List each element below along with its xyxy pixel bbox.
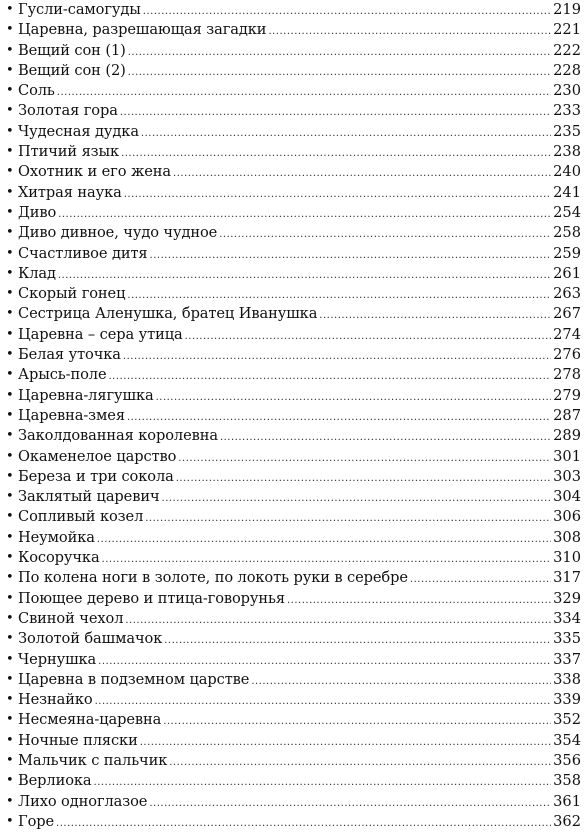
toc-entry-page-number: 261 bbox=[553, 264, 581, 282]
toc-entry-title: Чудесная дудка bbox=[18, 122, 139, 140]
bullet-icon: • bbox=[6, 22, 14, 38]
bullet-icon: • bbox=[6, 448, 14, 464]
toc-entry[interactable] bbox=[6, 264, 585, 284]
dot-leader bbox=[127, 284, 551, 306]
toc-entry[interactable] bbox=[6, 426, 585, 446]
dot-leader bbox=[97, 528, 551, 550]
toc-entry-page-number: 361 bbox=[553, 792, 581, 810]
dot-leader bbox=[108, 365, 551, 387]
toc-entry-page-number: 338 bbox=[553, 670, 581, 688]
toc-entry[interactable] bbox=[6, 548, 585, 568]
toc-entry-title: Скорый гонец bbox=[18, 285, 126, 303]
toc-entry-page-number: 278 bbox=[553, 366, 581, 384]
toc-entry[interactable] bbox=[6, 528, 585, 548]
toc-entry-title: Сестрица Аленушка, братец Иванушка bbox=[18, 305, 318, 323]
dot-leader bbox=[143, 0, 551, 22]
bullet-icon: • bbox=[6, 692, 14, 708]
bullet-icon: • bbox=[6, 773, 14, 789]
toc-entry-page-number: 362 bbox=[553, 812, 581, 830]
toc-entry-page-number: 279 bbox=[553, 386, 581, 404]
bullet-icon: • bbox=[6, 407, 14, 423]
toc-entry-title: Заколдованная королевна bbox=[18, 427, 218, 445]
toc-entry-page-number: 329 bbox=[553, 589, 581, 607]
dot-leader bbox=[251, 670, 551, 692]
toc-entry-page-number: 356 bbox=[553, 751, 581, 769]
toc-entry[interactable] bbox=[6, 487, 585, 507]
bullet-icon: • bbox=[6, 570, 14, 586]
toc-entry-title: Несмеяна-царевна bbox=[18, 711, 162, 729]
toc-entry-page-number: 354 bbox=[553, 731, 581, 749]
dot-leader bbox=[102, 548, 552, 570]
bullet-icon: • bbox=[6, 671, 14, 687]
toc-entry-title: Белая уточка bbox=[18, 346, 121, 364]
dot-leader bbox=[149, 792, 551, 814]
toc-entry[interactable] bbox=[6, 467, 585, 487]
dot-leader bbox=[163, 710, 551, 732]
bullet-icon: • bbox=[6, 468, 14, 484]
toc-entry-title: Царевна-лягушка bbox=[18, 386, 154, 404]
toc-entry-title: Незнайко bbox=[18, 691, 93, 709]
dot-leader bbox=[164, 629, 551, 651]
toc-entry-page-number: 258 bbox=[553, 224, 581, 242]
dot-leader bbox=[95, 690, 552, 712]
toc-entry-title: Царевна-змея bbox=[18, 406, 125, 424]
toc-entry[interactable] bbox=[6, 507, 585, 527]
toc-entry[interactable] bbox=[6, 223, 585, 243]
bullet-icon: • bbox=[6, 83, 14, 99]
bullet-icon: • bbox=[6, 184, 14, 200]
toc-entry[interactable] bbox=[6, 365, 585, 385]
bullet-icon: • bbox=[6, 813, 14, 829]
bullet-icon: • bbox=[6, 387, 14, 403]
toc-entry[interactable] bbox=[6, 568, 585, 588]
bullet-icon: • bbox=[6, 103, 14, 119]
dot-leader bbox=[128, 41, 551, 63]
bullet-icon: • bbox=[6, 286, 14, 302]
toc-entry[interactable] bbox=[6, 325, 585, 345]
toc-entry[interactable] bbox=[6, 20, 585, 40]
toc-entry-title: Верлиока bbox=[18, 772, 92, 790]
toc-entry-page-number: 310 bbox=[553, 549, 581, 567]
toc-entry-title: Ночные пляски bbox=[18, 731, 138, 749]
toc-entry-page-number: 259 bbox=[553, 244, 581, 262]
toc-entry-title: Сопливый козел bbox=[18, 508, 144, 526]
toc-entry-page-number: 287 bbox=[553, 406, 581, 424]
toc-entry[interactable] bbox=[6, 589, 585, 609]
bullet-icon: • bbox=[6, 123, 14, 139]
dot-leader bbox=[141, 122, 551, 144]
toc-entry[interactable] bbox=[6, 345, 585, 365]
toc-entry-title: Соль bbox=[18, 82, 55, 100]
toc-entry-page-number: 219 bbox=[553, 1, 581, 18]
toc-entry-title: Свиной чехол bbox=[18, 609, 124, 627]
toc-entry-page-number: 317 bbox=[553, 569, 581, 587]
bullet-icon: • bbox=[6, 367, 14, 383]
dot-leader bbox=[98, 650, 551, 672]
dot-leader bbox=[140, 731, 551, 753]
toc-entry[interactable] bbox=[6, 81, 585, 101]
toc-entry-title: Царевна в подземном царстве bbox=[18, 670, 250, 688]
toc-entry[interactable] bbox=[6, 0, 585, 20]
bullet-icon: • bbox=[6, 62, 14, 78]
toc-entry[interactable] bbox=[6, 792, 585, 812]
dot-leader bbox=[176, 467, 551, 489]
bullet-icon: • bbox=[6, 2, 14, 17]
toc-entry-page-number: 222 bbox=[553, 41, 581, 59]
toc-entry[interactable] bbox=[6, 101, 585, 121]
dot-leader bbox=[162, 487, 552, 509]
toc-entry-page-number: 240 bbox=[553, 163, 581, 181]
toc-entry-title: По колена ноги в золоте, по локоть руки в серебре bbox=[18, 569, 408, 587]
toc-entry[interactable] bbox=[6, 629, 585, 649]
toc-entry[interactable] bbox=[6, 142, 585, 162]
dot-leader bbox=[145, 507, 551, 529]
dot-leader bbox=[287, 589, 551, 611]
toc-entry-title: Охотник и его жена bbox=[18, 163, 172, 181]
bullet-icon: • bbox=[6, 245, 14, 261]
toc-entry-page-number: 303 bbox=[553, 467, 581, 485]
dot-leader bbox=[123, 345, 551, 367]
bullet-icon: • bbox=[6, 631, 14, 647]
toc-entry[interactable] bbox=[6, 812, 585, 832]
dot-leader bbox=[58, 264, 551, 286]
toc-entry[interactable] bbox=[6, 406, 585, 426]
toc-entry-page-number: 289 bbox=[553, 427, 581, 445]
toc-entry-page-number: 308 bbox=[553, 528, 581, 546]
toc-entry[interactable] bbox=[6, 304, 585, 324]
toc-entry-title: Клад bbox=[18, 264, 56, 282]
toc-entry-page-number: 274 bbox=[553, 325, 581, 343]
toc-entry-title: Хитрая наука bbox=[18, 183, 122, 201]
dot-leader bbox=[268, 20, 551, 42]
dot-leader bbox=[220, 426, 551, 448]
toc-entry[interactable] bbox=[6, 650, 585, 670]
toc-entry-title: Диво bbox=[18, 203, 57, 221]
dot-leader bbox=[169, 751, 551, 773]
dot-leader bbox=[121, 142, 551, 164]
bullet-icon: • bbox=[6, 651, 14, 667]
toc-entry[interactable] bbox=[6, 183, 585, 203]
toc-entry[interactable] bbox=[6, 41, 585, 61]
bullet-icon: • bbox=[6, 428, 14, 444]
toc-entry[interactable] bbox=[6, 690, 585, 710]
toc-entry-title: Вещий сон (2) bbox=[18, 61, 126, 79]
toc-entry-page-number: 221 bbox=[553, 21, 581, 39]
toc-entry-page-number: 263 bbox=[553, 285, 581, 303]
toc-entry[interactable] bbox=[6, 670, 585, 690]
bullet-icon: • bbox=[6, 144, 14, 160]
dot-leader bbox=[219, 223, 551, 245]
bullet-icon: • bbox=[6, 306, 14, 322]
toc-entry-page-number: 230 bbox=[553, 82, 581, 100]
dot-leader bbox=[58, 203, 551, 225]
bullet-icon: • bbox=[6, 347, 14, 363]
dot-leader bbox=[94, 771, 552, 793]
toc-entry[interactable] bbox=[6, 731, 585, 751]
bullet-icon: • bbox=[6, 326, 14, 342]
toc-entry-title: Царевна, разрешающая загадки bbox=[18, 21, 267, 39]
toc-entry-title: Арысь-поле bbox=[18, 366, 107, 384]
toc-entry[interactable] bbox=[6, 122, 585, 142]
toc-entry-title: Царевна – сера утица bbox=[18, 325, 183, 343]
toc-entry-page-number: 233 bbox=[553, 102, 581, 120]
dot-leader bbox=[319, 304, 551, 326]
toc-entry-title: Счастливое дитя bbox=[18, 244, 148, 262]
bullet-icon: • bbox=[6, 712, 14, 728]
toc-entry-title: Неумойка bbox=[18, 528, 95, 546]
toc-entry-title: Золотая гора bbox=[18, 102, 118, 120]
bullet-icon: • bbox=[6, 204, 14, 220]
toc-entry[interactable] bbox=[6, 771, 585, 791]
toc-entry-title: Заклятый царевич bbox=[18, 488, 160, 506]
toc-entry[interactable] bbox=[6, 609, 585, 629]
bullet-icon: • bbox=[6, 529, 14, 545]
toc-entry-page-number: 254 bbox=[553, 203, 581, 221]
dot-leader bbox=[156, 386, 552, 408]
bullet-icon: • bbox=[6, 793, 14, 809]
toc-entry[interactable] bbox=[6, 61, 585, 81]
bullet-icon: • bbox=[6, 732, 14, 748]
toc-entry-title: Вещий сон (1) bbox=[18, 41, 126, 59]
bullet-icon: • bbox=[6, 225, 14, 241]
bullet-icon: • bbox=[6, 164, 14, 180]
toc-entry[interactable] bbox=[6, 203, 585, 223]
toc-entry-page-number: 267 bbox=[553, 305, 581, 323]
bullet-icon: • bbox=[6, 752, 14, 768]
dot-leader bbox=[178, 447, 551, 469]
toc-entry-page-number: 339 bbox=[553, 691, 581, 709]
dot-leader bbox=[124, 183, 551, 205]
toc-entry-page-number: 334 bbox=[553, 609, 581, 627]
toc-entry-title: Береза и три сокола bbox=[18, 467, 174, 485]
dot-leader bbox=[410, 568, 551, 590]
toc-entry-page-number: 235 bbox=[553, 122, 581, 140]
toc-entry-title: Чернушка bbox=[18, 650, 97, 668]
bullet-icon: • bbox=[6, 610, 14, 626]
toc-entry[interactable] bbox=[6, 447, 585, 467]
toc-entry-page-number: 352 bbox=[553, 711, 581, 729]
dot-leader bbox=[173, 162, 551, 184]
toc-entry[interactable] bbox=[6, 162, 585, 182]
toc-entry-title: Косоручка bbox=[18, 549, 100, 567]
toc-entry-title: Золотой башмачок bbox=[18, 630, 163, 648]
toc-entry[interactable] bbox=[6, 751, 585, 771]
toc-entry-page-number: 335 bbox=[553, 630, 581, 648]
dot-leader bbox=[185, 325, 552, 347]
bullet-icon: • bbox=[6, 550, 14, 566]
toc-entry-page-number: 276 bbox=[553, 346, 581, 364]
dot-leader bbox=[127, 406, 551, 428]
toc-entry[interactable] bbox=[6, 244, 585, 264]
toc-entry-title: Лихо одноглазое bbox=[18, 792, 148, 810]
toc-entry-title: Мальчик с пальчик bbox=[18, 751, 168, 769]
toc-entry[interactable] bbox=[6, 386, 585, 406]
toc-entry-title: Гусли-самогуды bbox=[18, 1, 141, 18]
toc-entry[interactable] bbox=[6, 284, 585, 304]
toc-entry-title: Диво дивное, чудо чудное bbox=[18, 224, 218, 242]
toc-entry-title: Окаменелое царство bbox=[18, 447, 177, 465]
dot-leader bbox=[150, 244, 552, 266]
dot-leader bbox=[128, 61, 551, 83]
bullet-icon: • bbox=[6, 489, 14, 505]
toc-entry-title: Поющее дерево и птица-говорунья bbox=[18, 589, 285, 607]
dot-leader bbox=[120, 101, 551, 123]
dot-leader bbox=[56, 812, 551, 834]
toc-entry-page-number: 238 bbox=[553, 143, 581, 161]
toc-entry-page-number: 306 bbox=[553, 508, 581, 526]
bullet-icon: • bbox=[6, 42, 14, 58]
toc-entry-page-number: 358 bbox=[553, 772, 581, 790]
toc-entry-title: Птичий язык bbox=[18, 143, 120, 161]
dot-leader bbox=[125, 609, 551, 631]
toc-entry[interactable] bbox=[6, 710, 585, 730]
toc-entry-page-number: 241 bbox=[553, 183, 581, 201]
toc-list bbox=[6, 0, 585, 832]
toc-entry-page-number: 228 bbox=[553, 61, 581, 79]
bullet-icon: • bbox=[6, 265, 14, 281]
toc-entry-page-number: 304 bbox=[553, 488, 581, 506]
bullet-icon: • bbox=[6, 509, 14, 525]
toc-entry-title: Горе bbox=[18, 812, 55, 830]
bullet-icon: • bbox=[6, 590, 14, 606]
toc-entry-page-number: 301 bbox=[553, 447, 581, 465]
dot-leader bbox=[57, 81, 551, 103]
toc-entry-page-number: 337 bbox=[553, 650, 581, 668]
